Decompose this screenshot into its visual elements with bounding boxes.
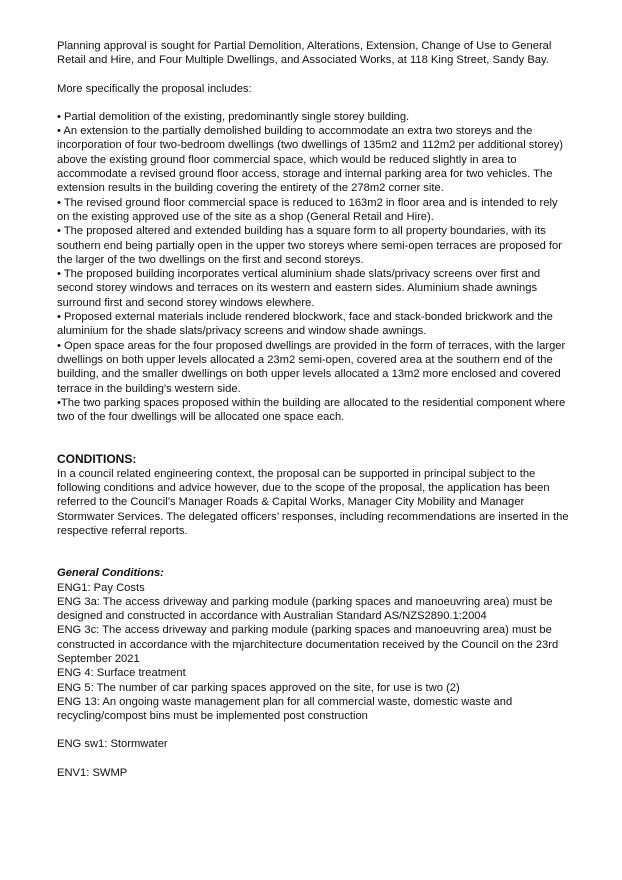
spacer: [57, 538, 572, 566]
bullet-item: • Partial demolition of the existing, predominantly single storey building.: [57, 110, 410, 123]
spacer: [57, 68, 572, 82]
condition-item: ENG 3a: The access driveway and parking module (parking spaces and manoeuvring area) must be designed and constructed in accordance with Australian Standard AS/NZS2890.1:2004: [57, 595, 553, 623]
spacer: [57, 96, 572, 110]
bullet-item: •The two parking spaces proposed within the building are allocated to the residential component where two of the four dwellings will be allocated one space each.: [57, 396, 566, 424]
bullet-item: • An extension to the partially demolished building to accommodate an extra two storeys and the incorporation of four two-bedroom dwellings (two dwellings of 135m2 and 112m2 per additional storey) above the existing ground floor commercial space, which would be reduced slightly in area to accommodate a revised ground floor access, storage and internal parking area for two vehicles. The extension results in the building covering the entirety of the 278m2 corner site.: [57, 125, 563, 195]
condition-item: ENG1: Pay Costs: [57, 581, 145, 594]
condition-item: ENG 13: An ongoing waste management plan for all commercial waste, domestic waste and recycling/compost bins must be implemented post construction: [57, 695, 513, 723]
intro-paragraph: Planning approval is sought for Partial Demolition, Alterations, Extension, Change of Use to General Retail and Hire, and Four Multiple Dwellings, and Associated Works, at 118 King Street, Sandy Bay.: [57, 40, 552, 67]
bullet-item: • The proposed building incorporates vertical aluminium shade slats/privacy screens over first and second storey windows and terraces on its western and eastern sides. Aluminium shade awnings surround first and second storey windows elewhere.: [57, 268, 541, 309]
spacer: [57, 723, 572, 737]
conditions-heading: CONDITIONS:: [57, 452, 137, 467]
spacer: [57, 752, 572, 766]
bullet-item: • Proposed external materials include rendered blockwork, face and stack-bonded brickwork and the aluminium for the shade slats/privacy screens and window shade awnings.: [57, 311, 553, 338]
eng-sw1-condition: ENG sw1: Stormwater: [57, 738, 168, 751]
conditions-paragraph: In a council related engineering context, the proposal can be supported in principal subject to the following conditions and advice however, due to the scope of the proposal, the application has been referred to the Council’s Manager Roads & Capital Works, Manager City Mobility and Manager Stormwater Services. The delegated officers’ responses, including recommendations are inserted in the respective referral reports.: [57, 467, 569, 537]
general-conditions-list: [57, 581, 572, 724]
bullet-item: • The proposed altered and extended building has a square form to all property boundaries, with its southern end being partially open in the upper two storeys where semi-open terraces are proposed for the larger of the two dwellings on the first and second storeys.: [57, 225, 562, 266]
document-page: [57, 39, 572, 780]
general-conditions-heading: General Conditions:: [57, 567, 164, 580]
condition-item: ENG 4: Surface treatment: [57, 667, 186, 680]
spacer: [57, 424, 572, 452]
bullet-item: • The revised ground floor commercial space is reduced to 163m2 in floor area and is intended to rely on the existing approved use of the site as a shop (General Retail and Hire).: [57, 196, 558, 223]
condition-item: ENG 5: The number of car parking spaces approved on the site, for use is two (2): [57, 681, 460, 694]
condition-item: ENG 3c: The access driveway and parking module (parking spaces and manoeuvring area) must be constructed in accordance with the mjarchitecture documentation received by the Council on the 23rd September 2021: [57, 624, 559, 665]
proposal-bullet-list: [57, 110, 572, 425]
lead-in-text: More specifically the proposal includes:: [57, 82, 252, 95]
bullet-item: • Open space areas for the four proposed dwellings are provided in the form of terraces, with the larger dwellings on both upper levels allocated a 23m2 semi-open, covered area at the southern end of the building, and the smaller dwellings on both upper levels allocated a 13m2 more enclosed and covered terrace in the building's western side.: [57, 339, 566, 395]
env1-condition: ENV1: SWMP: [57, 766, 128, 779]
